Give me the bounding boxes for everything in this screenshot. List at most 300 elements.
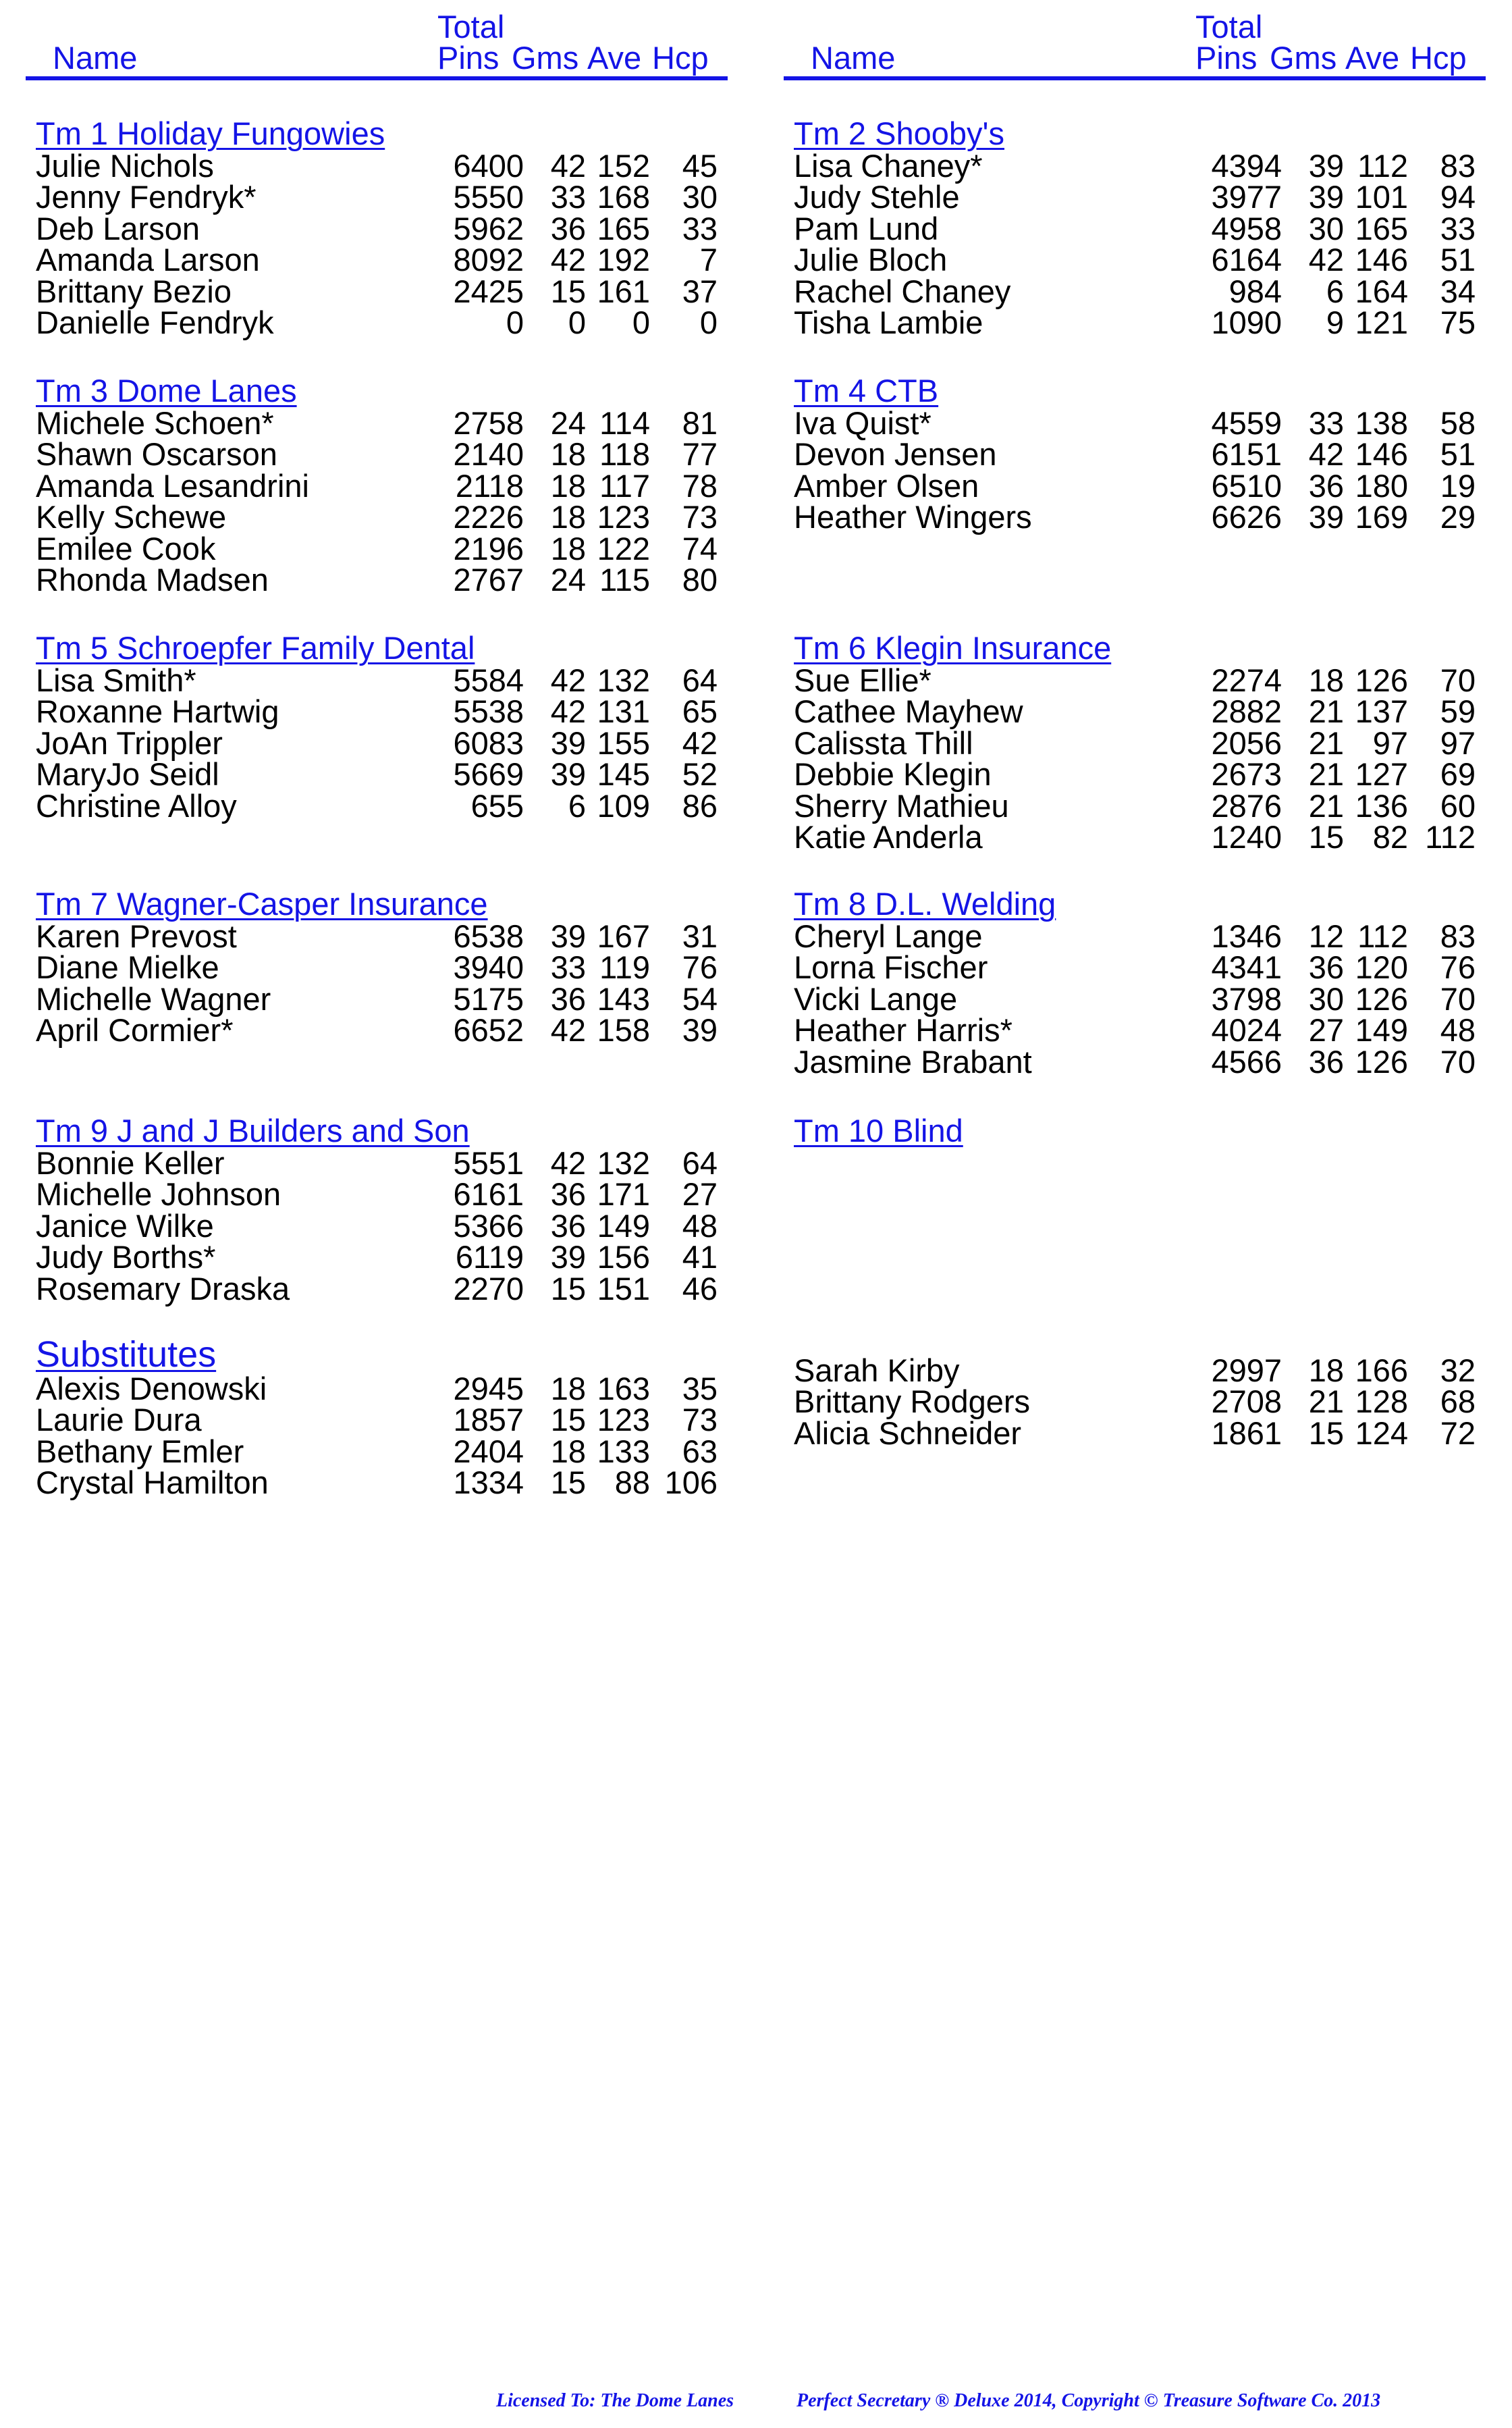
total-pins: 2056: [1211, 724, 1282, 761]
header-games: Gms: [512, 40, 579, 76]
bowler-name: Katie Anderla: [794, 818, 983, 855]
bowler-name: Lisa Chaney*: [794, 148, 983, 184]
bowler-name: April Cormier*: [36, 1012, 234, 1049]
bowler-row: [26, 756, 728, 793]
bowler-name: Janice Wilke: [36, 1207, 214, 1244]
games: 36: [550, 980, 586, 1017]
total-pins: 1346: [1211, 918, 1282, 954]
bowler-name: Jenny Fendryk*: [36, 179, 256, 215]
total-pins: 2997: [1211, 1352, 1282, 1388]
bowler-list: [784, 148, 1486, 340]
handicap: 64: [682, 662, 718, 698]
bowler-row: [784, 467, 1486, 504]
bowler-name: Alexis Denowski: [36, 1371, 267, 1406]
handicap: 42: [682, 724, 718, 761]
games: 30: [1308, 210, 1344, 246]
license-text: Licensed To: The Dome Lanes: [496, 2390, 734, 2411]
total-pins: 2118: [455, 467, 524, 504]
bowler-name: Lisa Smith*: [36, 662, 196, 698]
team-heading[interactable]: Tm 2 Shooby's: [794, 115, 1004, 151]
team-heading[interactable]: Tm 10 Blind: [794, 1113, 963, 1149]
total-pins: 2404: [453, 1433, 524, 1469]
bowler-name: Vicki Lange: [794, 980, 958, 1017]
average: 169: [1355, 499, 1408, 535]
bowler-row: [784, 787, 1486, 824]
bowler-name: Danielle Fendryk: [36, 304, 274, 340]
team-heading[interactable]: Tm 5 Schroepfer Family Dental: [36, 630, 475, 666]
bowler-name: Judy Stehle: [794, 179, 960, 215]
average: 168: [597, 179, 650, 215]
total-pins: 2425: [453, 273, 524, 309]
bowler-name: Judy Borths*: [36, 1239, 216, 1275]
bowler-name: Heather Wingers: [794, 499, 1032, 535]
bowler-name: Julie Nichols: [36, 148, 214, 184]
total-pins: 2673: [1211, 756, 1282, 793]
team-heading[interactable]: Tm 9 J and J Builders and Son: [36, 1113, 470, 1149]
total-pins: 1240: [1211, 818, 1282, 855]
handicap: 83: [1440, 148, 1476, 184]
games: 30: [1308, 980, 1344, 1017]
bowler-row: [26, 1207, 728, 1244]
header-games: Gms: [1270, 40, 1337, 76]
handicap: 74: [682, 530, 718, 566]
bowler-name: Rachel Chaney: [794, 273, 1011, 309]
average: 161: [597, 273, 650, 309]
bowler-name: Jasmine Brabant: [794, 1043, 1032, 1080]
bowler-row: [26, 724, 728, 761]
bowler-name: Cheryl Lange: [794, 918, 983, 954]
games: 18: [550, 499, 586, 535]
handicap: 72: [1440, 1415, 1476, 1451]
bowler-name: Alicia Schneider: [794, 1415, 1022, 1451]
bowler-row: [784, 1383, 1486, 1420]
total-pins: 4024: [1211, 1012, 1282, 1049]
total-pins: 8092: [453, 242, 524, 278]
handicap: 86: [682, 787, 718, 824]
bowler-name: Diane Mielke: [36, 949, 219, 986]
handicap: 29: [1440, 499, 1476, 535]
games: 9: [1326, 304, 1344, 340]
handicap: 46: [682, 1270, 718, 1307]
total-pins: 1857: [453, 1402, 524, 1438]
average: 156: [597, 1239, 650, 1275]
total-pins: 2767: [453, 561, 524, 598]
bowler-row: [784, 724, 1486, 761]
handicap: 63: [682, 1433, 718, 1469]
games: 18: [550, 467, 586, 504]
bowler-row: [26, 273, 728, 309]
average: 128: [1355, 1383, 1408, 1420]
average: 112: [1357, 918, 1408, 954]
handicap: 70: [1440, 980, 1476, 1017]
handicap: 94: [1440, 179, 1476, 215]
bowler-list: [26, 918, 728, 1049]
total-pins: 5551: [453, 1145, 524, 1181]
games: 39: [550, 918, 586, 954]
team-heading[interactable]: Tm 7 Wagner-Casper Insurance: [36, 886, 488, 922]
bowler-name: Sherry Mathieu: [794, 787, 1009, 824]
column-header: [784, 0, 1486, 82]
total-pins: 2196: [453, 530, 524, 566]
bowler-list: [784, 662, 1486, 855]
bowler-name: Heather Harris*: [794, 1012, 1013, 1049]
handicap: 39: [682, 1012, 718, 1049]
bowler-list: [26, 405, 728, 598]
total-pins: 984: [1228, 273, 1282, 309]
header-name: Name: [811, 40, 896, 76]
handicap: 31: [682, 918, 718, 954]
copyright-text: Perfect Secretary ® Deluxe 2014, Copyright © Treasure Software Co. 2013: [796, 2390, 1381, 2411]
average: 97: [1372, 724, 1408, 761]
bowler-row: [784, 499, 1486, 535]
games: 24: [550, 405, 586, 441]
total-pins: 6083: [453, 724, 524, 761]
handicap: 58: [1440, 405, 1476, 441]
handicap: 76: [1440, 949, 1476, 986]
games: 12: [1308, 918, 1344, 954]
bowler-row: [784, 918, 1486, 954]
average: 155: [597, 724, 650, 761]
games: 42: [550, 693, 586, 730]
total-pins: 6510: [1211, 467, 1282, 504]
average: 126: [1355, 1043, 1408, 1080]
bowler-name: Kelly Schewe: [36, 499, 227, 535]
average: 146: [1355, 242, 1408, 278]
handicap: 45: [682, 148, 718, 184]
average: 124: [1355, 1415, 1408, 1451]
bowler-row: [26, 436, 728, 473]
bowler-name: Lorna Fischer: [794, 949, 988, 986]
handicap: 54: [682, 980, 718, 1017]
games: 18: [550, 1371, 586, 1406]
bowler-row: [26, 561, 728, 598]
average: 127: [1355, 756, 1408, 793]
bowler-name: Michelle Johnson: [36, 1176, 281, 1213]
bowler-name: Brittany Rodgers: [794, 1383, 1031, 1420]
games: 15: [1308, 818, 1344, 855]
average: 117: [599, 467, 650, 504]
bowler-row: [26, 1270, 728, 1307]
bowler-name: Cathee Mayhew: [794, 693, 1023, 730]
average: 136: [1355, 787, 1408, 824]
games: 36: [1308, 949, 1344, 986]
bowler-row: [784, 693, 1486, 730]
handicap: 64: [682, 1145, 718, 1181]
games: 36: [550, 1207, 586, 1244]
handicap: 41: [682, 1239, 718, 1275]
bowler-row: [26, 1402, 728, 1438]
bowler-name: Crystal Hamilton: [36, 1464, 269, 1501]
handicap: 106: [664, 1464, 718, 1501]
team-heading[interactable]: Tm 3 Dome Lanes: [36, 373, 297, 408]
handicap: 73: [682, 1402, 718, 1438]
games: 42: [1308, 242, 1344, 278]
average: 164: [1355, 273, 1408, 309]
games: 15: [550, 1270, 586, 1307]
header-average: Ave: [587, 40, 642, 76]
games: 33: [550, 949, 586, 986]
handicap: 35: [682, 1371, 718, 1406]
total-pins: 1090: [1211, 304, 1282, 340]
bowler-row: [26, 1012, 728, 1049]
average: 171: [597, 1176, 650, 1213]
games: 15: [550, 1402, 586, 1438]
handicap: 77: [682, 436, 718, 473]
handicap: 97: [1440, 724, 1476, 761]
handicap: 69: [1440, 756, 1476, 793]
total-pins: 6400: [453, 148, 524, 184]
bowler-row: [784, 304, 1486, 340]
handicap: 48: [1440, 1012, 1476, 1049]
total-pins: 655: [470, 787, 524, 824]
average: 163: [597, 1371, 650, 1406]
games: 36: [550, 210, 586, 246]
games: 36: [1308, 467, 1344, 504]
handicap: 7: [699, 242, 718, 278]
total-pins: 4341: [1211, 949, 1282, 986]
games: 21: [1308, 693, 1344, 730]
total-pins: 2758: [453, 405, 524, 441]
total-pins: 2226: [453, 499, 524, 535]
total-pins: 2270: [453, 1270, 524, 1307]
average: 138: [1355, 405, 1408, 441]
games: 42: [1308, 436, 1344, 473]
average: 122: [597, 530, 650, 566]
header-total: Total: [437, 9, 505, 45]
average: 192: [597, 242, 650, 278]
games: 36: [550, 1176, 586, 1213]
average: 101: [1355, 179, 1408, 215]
bowler-row: [784, 818, 1486, 855]
bowler-row: [784, 1415, 1486, 1451]
games: 21: [1308, 724, 1344, 761]
bowler-row: [26, 467, 728, 504]
games: 27: [1308, 1012, 1344, 1049]
bowler-name: Rhonda Madsen: [36, 561, 269, 598]
handicap: 83: [1440, 918, 1476, 954]
average: 145: [597, 756, 650, 793]
bowler-name: Amber Olsen: [794, 467, 979, 504]
bowler-row: [784, 242, 1486, 278]
total-pins: 2882: [1211, 693, 1282, 730]
bowler-name: JoAn Trippler: [36, 724, 223, 761]
total-pins: 2945: [453, 1371, 524, 1406]
bowler-name: Calissta Thill: [794, 724, 973, 761]
total-pins: 3977: [1211, 179, 1282, 215]
bowler-row: [784, 1012, 1486, 1049]
bowler-row: [784, 148, 1486, 184]
bowler-name: Bonnie Keller: [36, 1145, 225, 1181]
total-pins: 6538: [453, 918, 524, 954]
average: 180: [1355, 467, 1408, 504]
bowler-row: [26, 530, 728, 566]
handicap: 19: [1440, 467, 1476, 504]
bowler-name: Sue Ellie*: [794, 662, 932, 698]
games: 15: [550, 273, 586, 309]
bowler-row: [26, 949, 728, 986]
games: 0: [568, 304, 586, 340]
bowler-name: Brittany Bezio: [36, 273, 232, 309]
games: 42: [550, 242, 586, 278]
total-pins: 5366: [453, 1207, 524, 1244]
average: 115: [599, 561, 650, 598]
bowler-name: Laurie Dura: [36, 1402, 202, 1438]
average: 126: [1355, 662, 1408, 698]
bowler-row: [26, 1464, 728, 1501]
handicap: 112: [1425, 818, 1476, 855]
handicap: 0: [699, 304, 718, 340]
total-pins: 6119: [455, 1239, 524, 1275]
games: 18: [1308, 1352, 1344, 1388]
team-heading[interactable]: Tm 1 Holiday Fungowies: [36, 115, 385, 151]
average: 88: [614, 1464, 650, 1501]
bowler-name: Karen Prevost: [36, 918, 237, 954]
handicap: 34: [1440, 273, 1476, 309]
header-handicap: Hcp: [652, 40, 709, 76]
games: 39: [550, 1239, 586, 1275]
bowler-row: [26, 405, 728, 441]
average: 112: [1357, 148, 1408, 184]
bowler-name: Shawn Oscarson: [36, 436, 277, 473]
games: 18: [550, 1433, 586, 1469]
average: 151: [597, 1270, 650, 1307]
average: 165: [597, 210, 650, 246]
average: 137: [1355, 693, 1408, 730]
bowler-row: [784, 405, 1486, 441]
header-total: Total: [1195, 9, 1263, 45]
total-pins: 5538: [453, 693, 524, 730]
bowler-row: [784, 980, 1486, 1017]
games: 36: [1308, 1043, 1344, 1080]
bowler-name: Debbie Klegin: [794, 756, 992, 793]
average: 152: [597, 148, 650, 184]
average: 82: [1372, 818, 1408, 855]
average: 149: [597, 1207, 650, 1244]
header-handicap: Hcp: [1410, 40, 1467, 76]
handicap: 60: [1440, 787, 1476, 824]
bowler-name: Michele Schoen*: [36, 405, 274, 441]
total-pins: 6164: [1211, 242, 1282, 278]
average: 0: [632, 304, 650, 340]
games: 6: [568, 787, 586, 824]
total-pins: 4958: [1211, 210, 1282, 246]
games: 39: [550, 724, 586, 761]
games: 21: [1308, 1383, 1344, 1420]
average: 114: [599, 405, 650, 441]
games: 39: [1308, 499, 1344, 535]
total-pins: 0: [506, 304, 524, 340]
team-heading[interactable]: Tm 6 Klegin Insurance: [794, 630, 1112, 666]
handicap: 76: [682, 949, 718, 986]
total-pins: 2708: [1211, 1383, 1282, 1420]
games: 18: [550, 436, 586, 473]
total-pins: 3940: [453, 949, 524, 986]
handicap: 33: [1440, 210, 1476, 246]
games: 39: [1308, 148, 1344, 184]
bowler-row: [26, 787, 728, 824]
handicap: 70: [1440, 662, 1476, 698]
header-average: Ave: [1345, 40, 1400, 76]
handicap: 65: [682, 693, 718, 730]
bowler-name: MaryJo Seidl: [36, 756, 219, 793]
handicap: 30: [682, 179, 718, 215]
handicap: 33: [682, 210, 718, 246]
average: 146: [1355, 436, 1408, 473]
total-pins: 5175: [453, 980, 524, 1017]
bowler-row: [26, 918, 728, 954]
handicap: 75: [1440, 304, 1476, 340]
bowler-name: Amanda Lesandrini: [36, 467, 309, 504]
handicap: 32: [1440, 1352, 1476, 1388]
bowler-row: [784, 662, 1486, 698]
bowler-name: Tisha Lambie: [794, 304, 983, 340]
team-heading[interactable]: Tm 4 CTB: [794, 373, 939, 408]
bowler-row: [26, 662, 728, 698]
total-pins: 6652: [453, 1012, 524, 1049]
bowler-row: [26, 693, 728, 730]
bowler-row: [784, 436, 1486, 473]
games: 39: [550, 756, 586, 793]
average: 166: [1355, 1352, 1408, 1388]
bowler-row: [784, 949, 1486, 986]
total-pins: 5584: [453, 662, 524, 698]
average: 149: [1355, 1012, 1408, 1049]
average: 132: [597, 662, 650, 698]
bowler-row: [784, 273, 1486, 309]
header-underline: [26, 76, 728, 80]
average: 143: [597, 980, 650, 1017]
substitutes-heading[interactable]: Substitutes: [36, 1334, 217, 1375]
bowler-list: [26, 662, 728, 824]
bowler-list: [784, 405, 1486, 535]
average: 131: [597, 693, 650, 730]
bowler-name: Sarah Kirby: [794, 1352, 960, 1388]
handicap: 27: [682, 1176, 718, 1213]
games: 21: [1308, 756, 1344, 793]
bowler-name: Roxanne Hartwig: [36, 693, 279, 730]
total-pins: 6151: [1211, 436, 1282, 473]
bowler-row: [26, 980, 728, 1017]
bowler-list: [26, 148, 728, 340]
total-pins: 6161: [453, 1176, 524, 1213]
total-pins: 4566: [1211, 1043, 1282, 1080]
average: 118: [599, 436, 650, 473]
games: 15: [550, 1464, 586, 1501]
total-pins: 2140: [453, 436, 524, 473]
left-column: [26, 0, 755, 2428]
handicap: 70: [1440, 1043, 1476, 1080]
total-pins: 4394: [1211, 148, 1282, 184]
average: 121: [1355, 304, 1408, 340]
handicap: 68: [1440, 1383, 1476, 1420]
bowler-list: [784, 1352, 1486, 1451]
games: 21: [1308, 787, 1344, 824]
bowler-name: Christine Alloy: [36, 787, 237, 824]
bowler-row: [784, 1352, 1486, 1388]
handicap: 59: [1440, 693, 1476, 730]
bowler-name: Emilee Cook: [36, 530, 216, 566]
total-pins: 5962: [453, 210, 524, 246]
right-column: [784, 0, 1512, 2428]
handicap: 51: [1440, 242, 1476, 278]
team-heading[interactable]: Tm 8 D.L. Welding: [794, 886, 1056, 922]
bowler-list: [26, 1373, 728, 1499]
bowler-name: Julie Bloch: [794, 242, 948, 278]
games: 18: [1308, 662, 1344, 698]
average: 109: [597, 787, 650, 824]
bowler-row: [26, 1176, 728, 1213]
bowler-name: Bethany Emler: [36, 1433, 244, 1469]
